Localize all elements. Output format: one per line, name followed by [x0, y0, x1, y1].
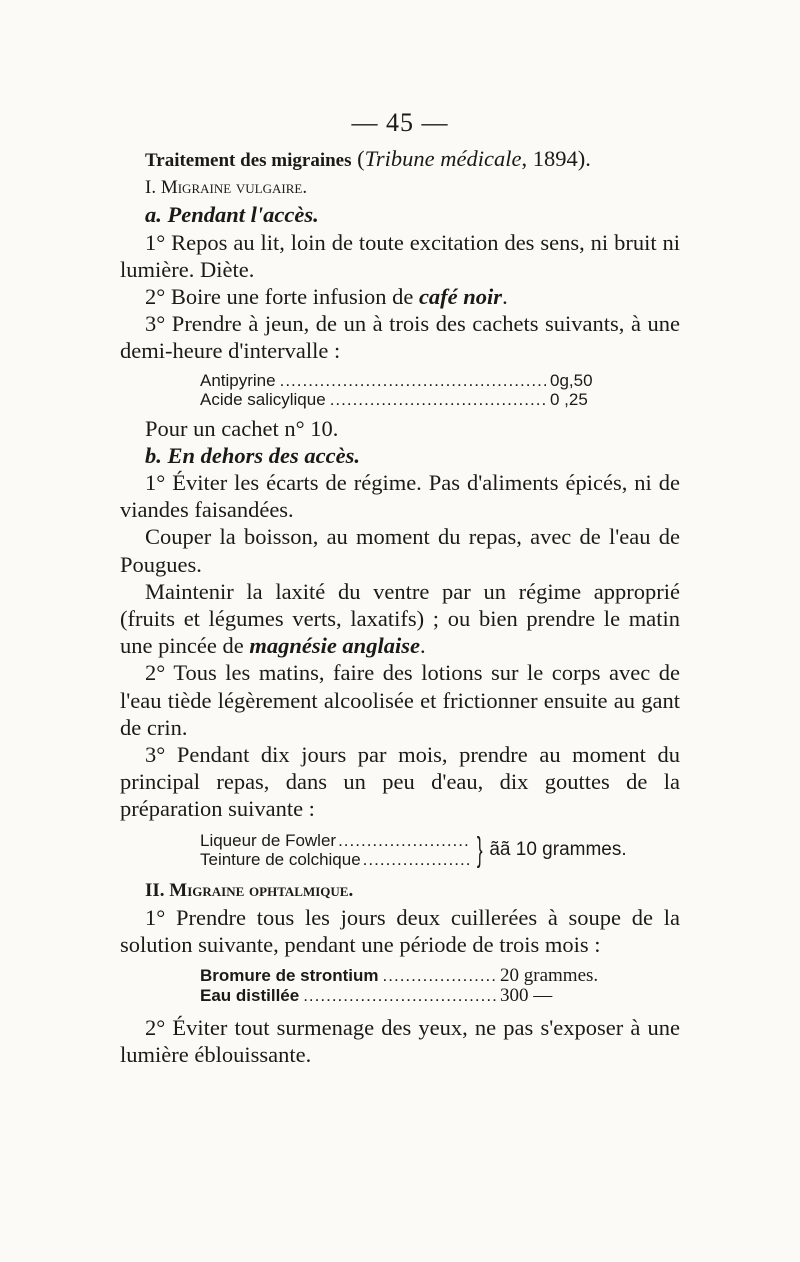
- magnesie-anglaise: magnésie anglaise: [249, 633, 420, 659]
- recipe-row: Acide salicylique ..... 0 ,25: [200, 390, 620, 409]
- a-item-3: 3° Prendre à jeun, de un à trois des cachets suivants, à une demi-heure d'intervalle :: [120, 311, 680, 364]
- recipe-quantity: ãã 10 grammes.: [489, 839, 627, 861]
- page-number: — 45 —: [351, 108, 449, 137]
- a-item-2: 2° Boire une forte infusion de café noir.: [145, 284, 508, 310]
- recipe-solution: [200, 966, 600, 1006]
- cafe-noir: café noir: [418, 284, 503, 310]
- heading-title: Traitement des migraines: [145, 150, 352, 171]
- heading: Traitement des migraines (Tribune médicale, 1894).: [145, 146, 591, 171]
- section-2-label: II. Migraine ophtalmique.: [145, 879, 354, 901]
- recipe-drops: [200, 831, 680, 869]
- recipe-row: Liqueur de Fowler .....: [200, 831, 470, 850]
- subsection-a: a. Pendant l'accès.: [145, 202, 319, 228]
- recipe-row: Teinture de colchique .....: [200, 850, 470, 869]
- b-item-3: 3° Pendant dix jours par mois, prendre au moment du principal repas, dans un peu d'eau, dix gouttes de la préparation suivante :: [120, 742, 680, 822]
- recipe-row: Bromure de strontium ..... 20 grammes.: [200, 966, 600, 986]
- heading-source: Tribune médicale: [364, 146, 522, 171]
- s2-item-2: 2° Éviter tout surmenage des yeux, ne pas s'exposer à une lumière éblouissante.: [120, 1015, 680, 1068]
- b-item-1-para-2: Couper la boisson, au moment du repas, avec de l'eau de Pougues.: [120, 524, 680, 577]
- brace-icon: }: [476, 830, 483, 869]
- recipe-cachets: [200, 371, 620, 409]
- recipe-note: Pour un cachet n° 10.: [145, 415, 339, 441]
- b-item-1: 1° Éviter les écarts de régime. Pas d'aliments épicés, ni de viandes faisandées.: [120, 470, 680, 523]
- section-1-label: I. Migraine vulgaire.: [145, 177, 308, 199]
- page-content: [120, 145, 680, 1069]
- recipe-row: Antipyrine ..... 0g,50: [200, 371, 620, 390]
- b-item-1-para-3: Maintenir la laxité du ventre par un régime approprié (fruits et légumes verts, laxatifs) ; ou bien prendre le matin une pincée de magnésie anglaise.: [120, 578, 680, 659]
- b-item-2: 2° Tous les matins, faire des lotions sur le corps avec de l'eau tiède légèrement alcoolisée et frictionner ensuite au gant de crin.: [120, 660, 680, 740]
- heading-year: 1894: [532, 146, 578, 171]
- recipe-row: Eau distillée ..... 300 —: [200, 986, 600, 1006]
- subsection-b: b. En dehors des accès.: [145, 442, 360, 468]
- a-item-1: 1° Repos au lit, loin de toute excitation des sens, ni bruit ni lumière. Diète.: [120, 229, 680, 282]
- s2-item-1: 1° Prendre tous les jours deux cuillerées à soupe de la solution suivante, pendant une période de trois mois :: [120, 904, 680, 958]
